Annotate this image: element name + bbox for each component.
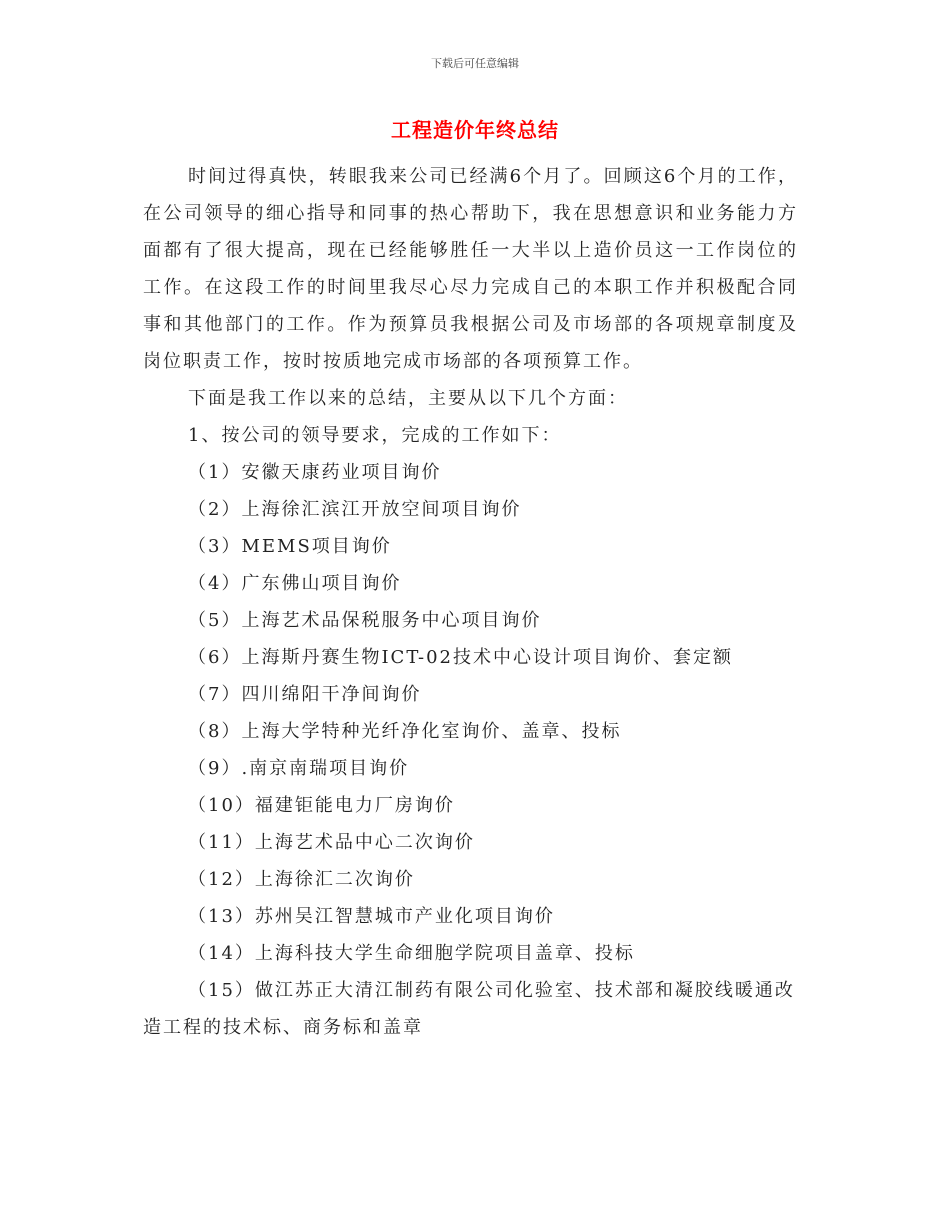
list-item: （7）四川绵阳干净间询价 [188, 684, 422, 705]
document-body [143, 158, 798, 1046]
section-heading: 1、按公司的领导要求，完成的工作如下： [188, 425, 562, 446]
document-title: 工程造价年终总结 [391, 118, 559, 142]
list-item: （9）.南京南瑞项目询价 [188, 758, 410, 779]
list-item: （6）上海斯丹赛生物ICT-02技术中心设计项目询价、套定额 [188, 647, 734, 668]
list-item: （5）上海艺术品保税服务中心项目询价 [188, 610, 542, 631]
list-item: （2）上海徐汇滨江开放空间项目询价 [188, 499, 522, 520]
list-item: （11）上海艺术品中心二次询价 [188, 832, 475, 853]
intro-paragraph: 时间过得真快，转眼我来公司已经满6个月了。回顾这6个月的工作，在公司领导的细心指导和同事的热心帮助下，我在思想意识和业务能力方面都有了很大提高，现在已经能够胜任一大半以上造价员这一工作岗位的工作。在这段工作的时间里我尽心尽力完成自己的本职工作并积极配合同事和其他部门的工作。作为预算员我根据公司及市场部的各项规章制度及岗位职责工作，按时按质地完成市场部的各项预算工作。 [143, 166, 798, 372]
list-item: （15）做江苏正大清江制药有限公司化验室、技术部和凝胶线暖通改造工程的技术标、商务标和盖章 [143, 980, 795, 1038]
summary-intro-paragraph: 下面是我工作以来的总结，主要从以下几个方面： [188, 388, 628, 409]
list-item: （10）福建钜能电力厂房询价 [188, 795, 455, 816]
list-item: （12）上海徐汇二次询价 [188, 869, 415, 890]
list-item: （3）MEMS项目询价 [188, 536, 392, 557]
list-item: （4）广东佛山项目询价 [188, 573, 402, 594]
list-item: （8）上海大学特种光纤净化室询价、盖章、投标 [188, 721, 622, 742]
list-item: （1）安徽天康药业项目询价 [188, 462, 442, 483]
page-header-note: 下载后可任意编辑 [431, 57, 519, 70]
list-item: （13）苏州吴江智慧城市产业化项目询价 [188, 906, 555, 927]
list-item: （14）上海科技大学生命细胞学院项目盖章、投标 [188, 943, 635, 964]
